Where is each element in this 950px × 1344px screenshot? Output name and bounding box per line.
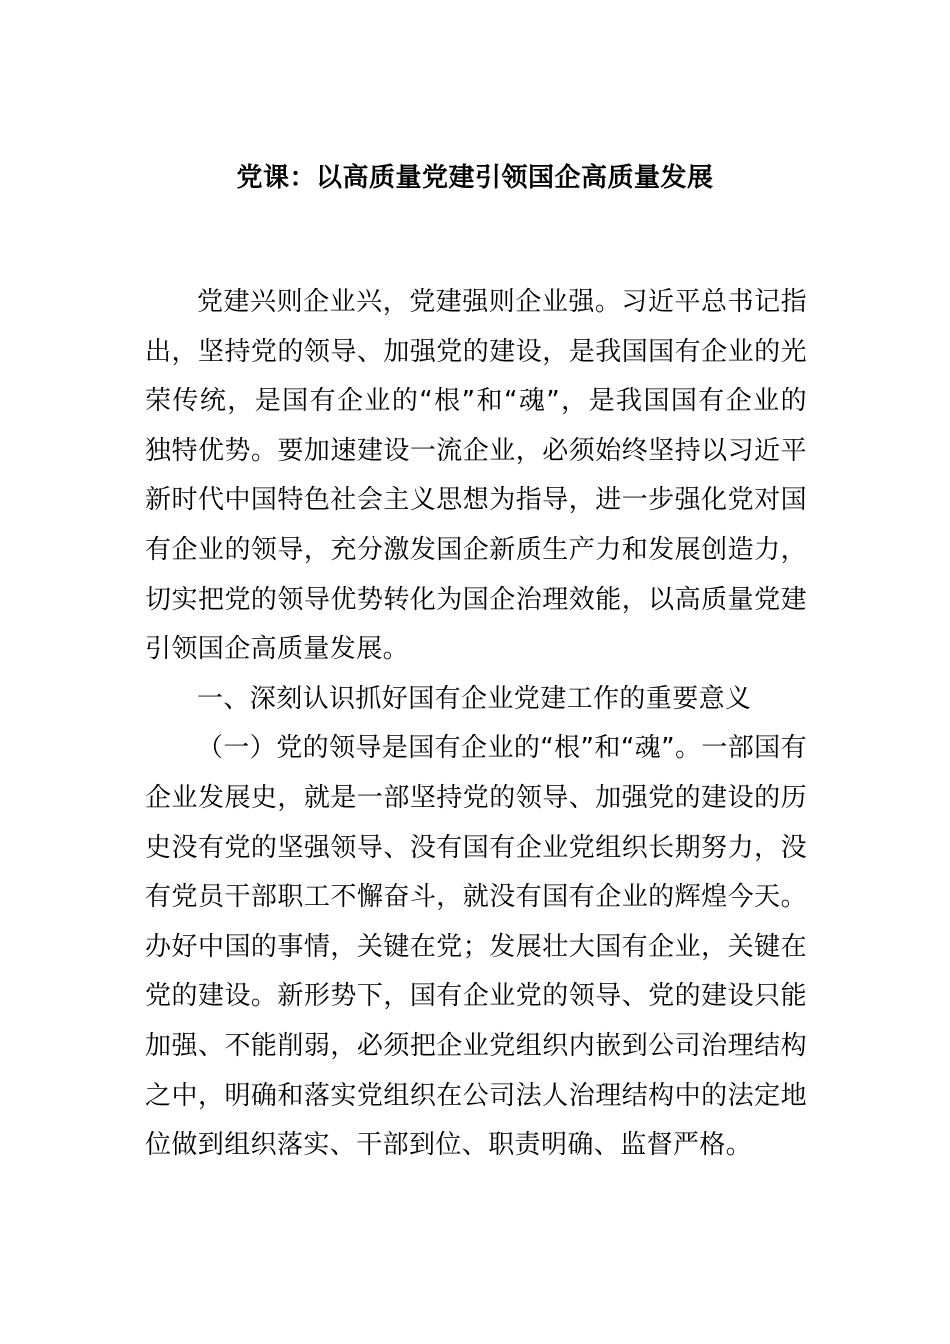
intro-paragraph: 党建兴则企业兴，党建强则企业强。习近平总书记指出，坚持党的领导、加强党的建设，是我国国有企业的光荣传统，是国有企业的“根”和“魂”，是我国国有企业的独特优势。要加速建设一流企业，必须始终坚持以习近平新时代中国特色社会主义思想为指导，进一步强化党对国有企业的领导，充分激发国企新质生产力和发展创造力，切实把党的领导优势转化为国企治理效能，以高质量党建引领国企高质量发展。 [145,287,807,665]
document-body [145,278,807,1171]
document-title: 党课：以高质量党建引领国企高质量发展 [236,163,714,193]
subsection-paragraph: （一）党的领导是国有企业的“根”和“魂”。一部国有企业发展史，就是一部坚持党的领导、加强党的建设的历史没有党的坚强领导、没有国有企业党组织长期努力，没有党员干部职工不懈奋斗，就没有国有企业的辉煌今天。办好中国的事情，关键在党；发展壮大国有企业，关键在党的建设。新形势下，国有企业党的领导、党的建设只能加强、不能削弱，必须把企业党组织内嵌到公司治理结构之中，明确和落实党组织在公司法人治理结构中的法定地位做到组织落实、干部到位、职责明确、监督严格。 [145,733,807,1161]
section-heading: 一、深刻认识抓好国有企业党建工作的重要意义 [197,683,752,714]
